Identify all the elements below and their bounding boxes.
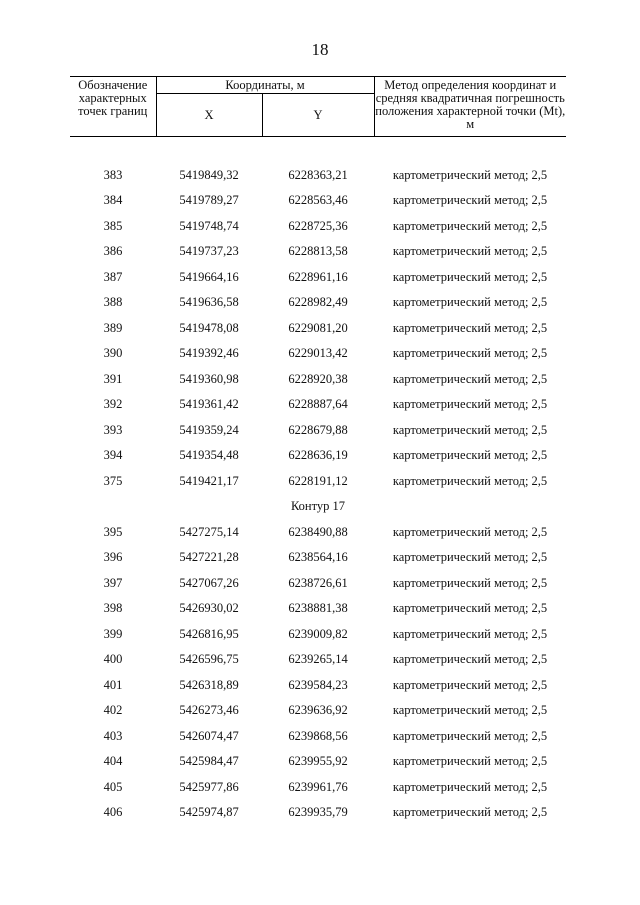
method-cell: картометрический метод; 2,5 <box>392 779 548 794</box>
point-cell: 393 <box>103 422 123 437</box>
header-coordinates: Координаты, м <box>156 77 374 94</box>
y-coordinate-cell: 6228363,21 <box>288 167 348 182</box>
x-coordinate-cell: 5425974,87 <box>179 805 239 820</box>
method-cell: картометрический метод; 2,5 <box>392 575 548 590</box>
x-coordinate-cell: 5426318,89 <box>179 677 239 692</box>
method-cell: картометрический метод; 2,5 <box>392 448 548 463</box>
y-coordinate-cell: 6228725,36 <box>288 218 348 233</box>
method-cell: картометрический метод; 2,5 <box>392 524 548 539</box>
point-cell: 384 <box>103 193 123 208</box>
method-cell: картометрический метод; 2,5 <box>392 397 548 412</box>
x-coordinate-cell: 5419421,17 <box>179 473 239 488</box>
header-method: Метод определения координат и средняя квадратичная погрешность положения характерной точки (Mt), м <box>374 77 566 137</box>
y-coordinate-cell: 6229081,20 <box>288 320 348 335</box>
method-cell: картометрический метод; 2,5 <box>392 422 548 437</box>
x-coordinate-cell: 5419737,23 <box>179 244 239 259</box>
point-cell: 390 <box>103 346 123 361</box>
x-coordinate-cell: 5419636,58 <box>179 295 239 310</box>
table-row <box>70 214 566 240</box>
header-y: Y <box>262 94 374 137</box>
y-coordinate-cell: 6238726,61 <box>288 575 348 590</box>
method-cell: картометрический метод; 2,5 <box>392 703 548 718</box>
method-cell: картометрический метод; 2,5 <box>392 550 548 565</box>
x-coordinate-cell: 5426273,46 <box>179 703 239 718</box>
point-cell: 387 <box>103 269 123 284</box>
point-cell: 388 <box>103 295 123 310</box>
y-coordinate-cell: 6239935,79 <box>288 805 348 820</box>
point-cell: 375 <box>103 473 123 488</box>
point-cell: 403 <box>103 728 123 743</box>
y-coordinate-cell: 6228813,58 <box>288 244 348 259</box>
y-coordinate-cell: 6239265,14 <box>288 652 348 667</box>
table-row <box>70 571 566 597</box>
point-cell: 405 <box>103 779 123 794</box>
method-cell: картометрический метод; 2,5 <box>392 626 548 641</box>
y-coordinate-cell: 6238564,16 <box>288 550 348 565</box>
method-cell: картометрический метод; 2,5 <box>392 652 548 667</box>
y-coordinate-cell: 6239961,76 <box>288 779 348 794</box>
x-coordinate-cell: 5419361,42 <box>179 397 239 412</box>
y-coordinate-cell: 6228191,12 <box>288 473 348 488</box>
table-row <box>70 596 566 622</box>
table-row <box>70 163 566 189</box>
method-cell: картометрический метод; 2,5 <box>392 320 548 335</box>
table-body-block-1 <box>70 137 566 495</box>
table-row <box>70 698 566 724</box>
y-coordinate-cell: 6228636,19 <box>288 448 348 463</box>
point-cell: 389 <box>103 320 123 335</box>
table-row <box>70 392 566 418</box>
y-coordinate-cell: 6239868,56 <box>288 728 348 743</box>
method-cell: картометрический метод; 2,5 <box>392 167 548 182</box>
table-row <box>70 749 566 775</box>
method-cell: картометрический метод; 2,5 <box>392 677 548 692</box>
x-coordinate-cell: 5425977,86 <box>179 779 239 794</box>
point-cell: 385 <box>103 218 123 233</box>
x-coordinate-cell: 5419360,98 <box>179 371 239 386</box>
point-cell: 399 <box>103 626 123 641</box>
y-coordinate-cell: 6238881,38 <box>288 601 348 616</box>
y-coordinate-cell: 6228982,49 <box>288 295 348 310</box>
point-cell: 391 <box>103 371 123 386</box>
table-row <box>70 647 566 673</box>
method-cell: картометрический метод; 2,5 <box>392 754 548 769</box>
method-cell: картометрический метод; 2,5 <box>392 269 548 284</box>
method-cell: картометрический метод; 2,5 <box>392 244 548 259</box>
y-coordinate-cell: 6239009,82 <box>288 626 348 641</box>
point-cell: 396 <box>103 550 123 565</box>
y-coordinate-cell: 6228920,38 <box>288 371 348 386</box>
method-cell: картометрический метод; 2,5 <box>392 295 548 310</box>
header-designation: Обозначение характерных точек границ <box>70 77 156 137</box>
x-coordinate-cell: 5427221,28 <box>179 550 239 565</box>
x-coordinate-cell: 5419478,08 <box>179 320 239 335</box>
y-coordinate-cell: 6239636,92 <box>288 703 348 718</box>
point-cell: 395 <box>103 524 123 539</box>
table-row <box>70 800 566 826</box>
table-row <box>70 443 566 469</box>
x-coordinate-cell: 5419849,32 <box>179 167 239 182</box>
table-row <box>70 622 566 648</box>
contour-label: Контур 17 <box>290 499 346 514</box>
table-row <box>70 545 566 571</box>
method-cell: картометрический метод; 2,5 <box>392 601 548 616</box>
point-cell: 392 <box>103 397 123 412</box>
x-coordinate-cell: 5419748,74 <box>179 218 239 233</box>
page-number: 18 <box>311 40 329 59</box>
method-cell: картометрический метод; 2,5 <box>392 371 548 386</box>
contour-section <box>70 494 566 520</box>
point-cell: 394 <box>103 448 123 463</box>
x-coordinate-cell: 5427067,26 <box>179 575 239 590</box>
point-cell: 400 <box>103 652 123 667</box>
method-cell: картометрический метод; 2,5 <box>392 193 548 208</box>
x-coordinate-cell: 5419664,16 <box>179 269 239 284</box>
point-cell: 406 <box>103 805 123 820</box>
x-coordinate-cell: 5426596,75 <box>179 652 239 667</box>
table-row <box>70 188 566 214</box>
method-cell: картометрический метод; 2,5 <box>392 805 548 820</box>
method-cell: картометрический метод; 2,5 <box>392 346 548 361</box>
table-row <box>70 290 566 316</box>
point-cell: 402 <box>103 703 123 718</box>
x-coordinate-cell: 5425984,47 <box>179 754 239 769</box>
y-coordinate-cell: 6228961,16 <box>288 269 348 284</box>
table-row <box>70 673 566 699</box>
x-coordinate-cell: 5419354,48 <box>179 448 239 463</box>
table-row <box>70 239 566 265</box>
table-row <box>70 469 566 495</box>
x-coordinate-cell: 5419789,27 <box>179 193 239 208</box>
x-coordinate-cell: 5419359,24 <box>179 422 239 437</box>
table-row <box>70 418 566 444</box>
point-cell: 397 <box>103 575 123 590</box>
header-x: X <box>156 94 262 137</box>
table-row <box>70 341 566 367</box>
x-coordinate-cell: 5426074,47 <box>179 728 239 743</box>
table-row <box>70 724 566 750</box>
point-cell: 398 <box>103 601 123 616</box>
table-row <box>70 367 566 393</box>
method-cell: картометрический метод; 2,5 <box>392 473 548 488</box>
point-cell: 383 <box>103 167 123 182</box>
x-coordinate-cell: 5427275,14 <box>179 524 239 539</box>
y-coordinate-cell: 6228679,88 <box>288 422 348 437</box>
table-row <box>70 520 566 546</box>
y-coordinate-cell: 6238490,88 <box>288 524 348 539</box>
y-coordinate-cell: 6239955,92 <box>288 754 348 769</box>
table-row <box>70 265 566 291</box>
point-cell: 401 <box>103 677 123 692</box>
table-body-block-2 <box>70 520 566 826</box>
point-cell: 404 <box>103 754 123 769</box>
table-row <box>70 775 566 801</box>
coordinates-table <box>70 76 566 826</box>
table-row <box>70 316 566 342</box>
point-cell: 386 <box>103 244 123 259</box>
y-coordinate-cell: 6239584,23 <box>288 677 348 692</box>
x-coordinate-cell: 5426816,95 <box>179 626 239 641</box>
method-cell: картометрический метод; 2,5 <box>392 218 548 233</box>
x-coordinate-cell: 5426930,02 <box>179 601 239 616</box>
y-coordinate-cell: 6228887,64 <box>288 397 348 412</box>
y-coordinate-cell: 6229013,42 <box>288 346 348 361</box>
x-coordinate-cell: 5419392,46 <box>179 346 239 361</box>
method-cell: картометрический метод; 2,5 <box>392 728 548 743</box>
y-coordinate-cell: 6228563,46 <box>288 193 348 208</box>
